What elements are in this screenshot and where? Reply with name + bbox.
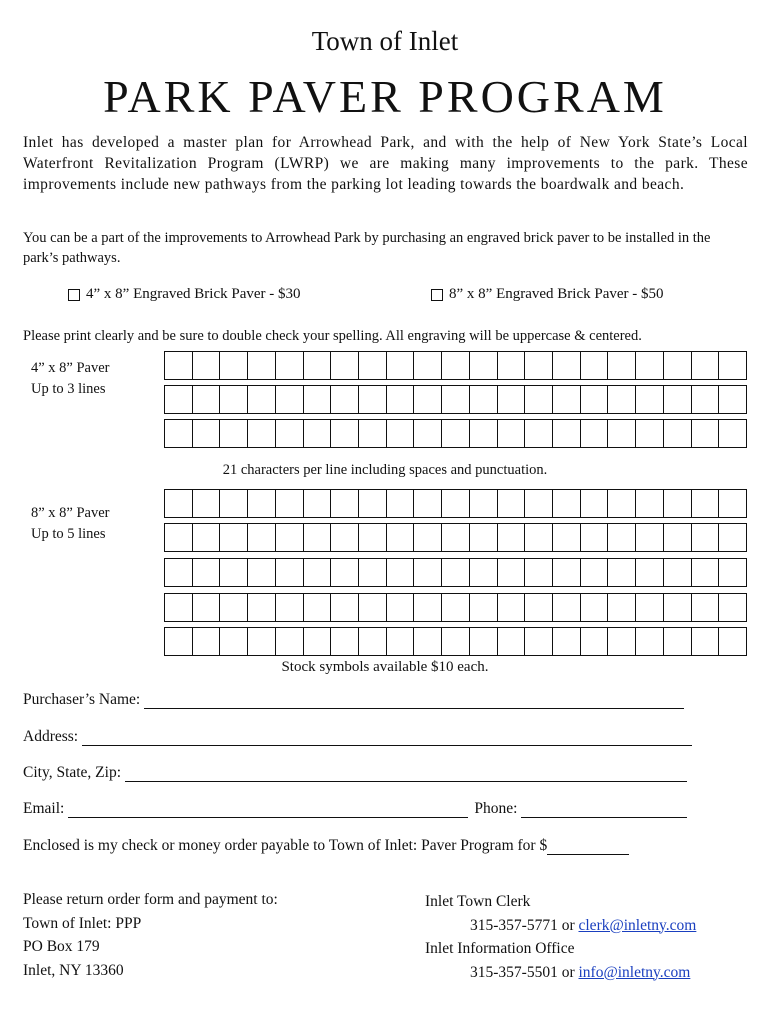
character-box[interactable] bbox=[664, 490, 692, 518]
town-name: Town of Inlet bbox=[311, 26, 459, 56]
character-box[interactable] bbox=[248, 490, 276, 518]
character-box[interactable] bbox=[664, 594, 692, 622]
character-box[interactable] bbox=[719, 352, 747, 380]
return-address bbox=[23, 888, 278, 982]
character-box[interactable] bbox=[193, 352, 221, 380]
character-box[interactable] bbox=[276, 594, 304, 622]
character-box[interactable] bbox=[248, 420, 276, 448]
character-box[interactable] bbox=[331, 524, 359, 552]
character-box[interactable] bbox=[304, 559, 332, 587]
character-box[interactable] bbox=[553, 386, 581, 414]
participation-paragraph: You can be a part of the improvements to Arrowhead Park by purchasing an engraved brick paver to be installed in the park’s pathways. bbox=[23, 230, 711, 266]
character-box[interactable] bbox=[553, 594, 581, 622]
purchaser-name-field[interactable] bbox=[23, 691, 684, 709]
character-box[interactable] bbox=[248, 559, 276, 587]
payment-amount-field[interactable] bbox=[23, 837, 629, 855]
character-box[interactable] bbox=[359, 594, 387, 622]
phone-label: Phone: bbox=[474, 800, 518, 817]
character-box[interactable] bbox=[276, 559, 304, 587]
character-box[interactable] bbox=[165, 352, 193, 380]
character-box[interactable] bbox=[248, 352, 276, 380]
character-box[interactable] bbox=[608, 524, 636, 552]
info-phone: 315-357-5501 or bbox=[470, 963, 579, 981]
character-box[interactable] bbox=[220, 386, 248, 414]
character-box[interactable] bbox=[608, 352, 636, 380]
character-box[interactable] bbox=[498, 524, 526, 552]
engraving-grid-row[interactable] bbox=[164, 489, 747, 518]
engraving-grid-row[interactable] bbox=[164, 593, 747, 622]
character-box[interactable] bbox=[276, 524, 304, 552]
city-state-zip-label: City, State, Zip: bbox=[23, 764, 122, 781]
paver-large-label bbox=[31, 503, 110, 545]
character-box[interactable] bbox=[581, 628, 609, 656]
paver-large-lines: Up to 5 lines bbox=[31, 526, 106, 542]
option-4x8[interactable] bbox=[68, 286, 301, 303]
character-box[interactable] bbox=[581, 490, 609, 518]
character-box[interactable] bbox=[608, 594, 636, 622]
character-box[interactable] bbox=[581, 524, 609, 552]
clerk-phone: 315-357-5771 or bbox=[470, 916, 579, 934]
character-box[interactable] bbox=[636, 594, 664, 622]
option-4x8-checkbox[interactable] bbox=[68, 289, 80, 301]
character-box[interactable] bbox=[359, 559, 387, 587]
character-box[interactable] bbox=[442, 352, 470, 380]
character-box[interactable] bbox=[387, 420, 415, 448]
character-box[interactable] bbox=[220, 352, 248, 380]
character-box[interactable] bbox=[525, 386, 553, 414]
character-box[interactable] bbox=[165, 490, 193, 518]
option-8x8-checkbox[interactable] bbox=[431, 289, 443, 301]
character-box[interactable] bbox=[553, 559, 581, 587]
character-box[interactable] bbox=[331, 628, 359, 656]
character-box[interactable] bbox=[248, 628, 276, 656]
character-box[interactable] bbox=[470, 559, 498, 587]
page-title: PARK PAVER PROGRAM bbox=[103, 71, 667, 122]
character-box[interactable] bbox=[470, 352, 498, 380]
character-box[interactable] bbox=[331, 559, 359, 587]
character-box[interactable] bbox=[304, 628, 332, 656]
character-box[interactable] bbox=[442, 559, 470, 587]
character-box[interactable] bbox=[442, 524, 470, 552]
character-box[interactable] bbox=[193, 559, 221, 587]
character-box[interactable] bbox=[220, 490, 248, 518]
character-box[interactable] bbox=[248, 524, 276, 552]
engraving-grid-row[interactable] bbox=[164, 627, 747, 656]
character-box[interactable] bbox=[664, 386, 692, 414]
character-box[interactable] bbox=[664, 559, 692, 587]
character-box[interactable] bbox=[414, 524, 442, 552]
character-box[interactable] bbox=[498, 386, 526, 414]
paver-small-size: 4” x 8” Paver bbox=[31, 360, 110, 376]
character-box[interactable] bbox=[470, 524, 498, 552]
purchaser-name-label: Purchaser’s Name: bbox=[23, 691, 141, 708]
character-box[interactable] bbox=[276, 628, 304, 656]
character-box[interactable] bbox=[414, 352, 442, 380]
character-box[interactable] bbox=[165, 524, 193, 552]
character-box[interactable] bbox=[498, 490, 526, 518]
character-box[interactable] bbox=[442, 594, 470, 622]
character-box[interactable] bbox=[525, 352, 553, 380]
character-box[interactable] bbox=[553, 524, 581, 552]
address-field[interactable] bbox=[23, 728, 692, 746]
engraving-grid-row[interactable] bbox=[164, 558, 747, 587]
character-box[interactable] bbox=[276, 352, 304, 380]
character-box[interactable] bbox=[498, 420, 526, 448]
character-box[interactable] bbox=[470, 490, 498, 518]
character-box[interactable] bbox=[470, 628, 498, 656]
return-line-1: Town of Inlet: PPP bbox=[23, 914, 142, 932]
character-box[interactable] bbox=[165, 628, 193, 656]
email-phone-field[interactable] bbox=[23, 800, 687, 818]
info-contact bbox=[425, 961, 696, 985]
character-box[interactable] bbox=[525, 524, 553, 552]
email-line[interactable] bbox=[68, 803, 468, 818]
character-box[interactable] bbox=[664, 420, 692, 448]
symbols-note: Stock symbols available $10 each. bbox=[281, 659, 489, 675]
address-label: Address: bbox=[23, 728, 79, 745]
character-box[interactable] bbox=[165, 594, 193, 622]
payment-amount-line[interactable] bbox=[547, 840, 629, 855]
engraving-grid-row[interactable] bbox=[164, 385, 747, 414]
character-box[interactable] bbox=[525, 490, 553, 518]
character-box[interactable] bbox=[304, 524, 332, 552]
character-box[interactable] bbox=[414, 594, 442, 622]
character-box[interactable] bbox=[359, 490, 387, 518]
character-box[interactable] bbox=[553, 420, 581, 448]
character-box[interactable] bbox=[719, 524, 747, 552]
character-box[interactable] bbox=[608, 559, 636, 587]
character-box[interactable] bbox=[220, 628, 248, 656]
character-box[interactable] bbox=[387, 352, 415, 380]
character-box[interactable] bbox=[498, 628, 526, 656]
character-box[interactable] bbox=[692, 594, 720, 622]
character-box[interactable] bbox=[664, 628, 692, 656]
character-box[interactable] bbox=[719, 628, 747, 656]
character-box[interactable] bbox=[719, 490, 747, 518]
character-box[interactable] bbox=[525, 559, 553, 587]
character-box[interactable] bbox=[470, 386, 498, 414]
character-box[interactable] bbox=[193, 594, 221, 622]
character-box[interactable] bbox=[525, 420, 553, 448]
character-box[interactable] bbox=[442, 628, 470, 656]
character-box[interactable] bbox=[414, 386, 442, 414]
return-line-2: PO Box 179 bbox=[23, 938, 100, 955]
return-heading: Please return order form and payment to: bbox=[23, 891, 278, 908]
character-box[interactable] bbox=[692, 524, 720, 552]
character-box[interactable] bbox=[581, 420, 609, 448]
character-box[interactable] bbox=[498, 352, 526, 380]
character-box[interactable] bbox=[608, 628, 636, 656]
character-box[interactable] bbox=[442, 386, 470, 414]
character-box[interactable] bbox=[414, 628, 442, 656]
character-box[interactable] bbox=[193, 490, 221, 518]
character-box[interactable] bbox=[498, 559, 526, 587]
character-box[interactable] bbox=[692, 352, 720, 380]
engraving-grid-row[interactable] bbox=[164, 351, 747, 380]
character-box[interactable] bbox=[581, 559, 609, 587]
character-box[interactable] bbox=[331, 490, 359, 518]
character-box[interactable] bbox=[165, 559, 193, 587]
clerk-contact bbox=[425, 914, 696, 938]
character-box[interactable] bbox=[692, 386, 720, 414]
character-box[interactable] bbox=[692, 559, 720, 587]
option-8x8[interactable] bbox=[431, 286, 664, 303]
info-email-link[interactable]: info@inletny.com bbox=[578, 963, 691, 981]
character-box[interactable] bbox=[553, 352, 581, 380]
character-box[interactable] bbox=[304, 420, 332, 448]
character-box[interactable] bbox=[220, 594, 248, 622]
character-box[interactable] bbox=[636, 352, 664, 380]
payment-amount-label: Enclosed is my check or money order payable to Town of Inlet: Paver Program for $ bbox=[23, 837, 548, 854]
character-box[interactable] bbox=[387, 490, 415, 518]
character-box[interactable] bbox=[414, 490, 442, 518]
character-box[interactable] bbox=[276, 386, 304, 414]
character-box[interactable] bbox=[719, 594, 747, 622]
character-box[interactable] bbox=[304, 594, 332, 622]
engraving-grid-row[interactable] bbox=[164, 419, 747, 448]
character-box[interactable] bbox=[414, 559, 442, 587]
character-box[interactable] bbox=[664, 524, 692, 552]
character-box[interactable] bbox=[581, 386, 609, 414]
character-box[interactable] bbox=[553, 628, 581, 656]
character-box[interactable] bbox=[387, 594, 415, 622]
clerk-email-link[interactable]: clerk@inletny.com bbox=[578, 916, 697, 934]
character-box[interactable] bbox=[692, 420, 720, 448]
address-line[interactable] bbox=[82, 731, 692, 746]
character-box[interactable] bbox=[470, 420, 498, 448]
character-box[interactable] bbox=[719, 420, 747, 448]
character-box[interactable] bbox=[193, 628, 221, 656]
character-box[interactable] bbox=[304, 490, 332, 518]
print-note: Please print clearly and be sure to double check your spelling. All engraving will be uppercase & centered. bbox=[23, 328, 642, 344]
character-box[interactable] bbox=[220, 559, 248, 587]
character-box[interactable] bbox=[193, 420, 221, 448]
character-box[interactable] bbox=[276, 490, 304, 518]
character-box[interactable] bbox=[498, 594, 526, 622]
character-box[interactable] bbox=[608, 420, 636, 448]
character-box[interactable] bbox=[248, 386, 276, 414]
purchaser-name-line[interactable] bbox=[144, 694, 684, 709]
character-box[interactable] bbox=[553, 490, 581, 518]
character-box[interactable] bbox=[442, 490, 470, 518]
character-box[interactable] bbox=[193, 524, 221, 552]
character-box[interactable] bbox=[608, 490, 636, 518]
character-box[interactable] bbox=[719, 386, 747, 414]
character-box[interactable] bbox=[220, 524, 248, 552]
character-box[interactable] bbox=[359, 420, 387, 448]
contacts-block bbox=[425, 890, 696, 984]
character-box[interactable] bbox=[359, 628, 387, 656]
paver-small-lines: Up to 3 lines bbox=[31, 381, 106, 397]
character-box[interactable] bbox=[470, 594, 498, 622]
character-box[interactable] bbox=[525, 628, 553, 656]
character-box[interactable] bbox=[581, 352, 609, 380]
character-box[interactable] bbox=[636, 628, 664, 656]
character-box[interactable] bbox=[692, 490, 720, 518]
character-box[interactable] bbox=[636, 559, 664, 587]
character-box[interactable] bbox=[636, 524, 664, 552]
paver-small-label bbox=[31, 358, 110, 400]
character-box[interactable] bbox=[304, 386, 332, 414]
character-box[interactable] bbox=[387, 524, 415, 552]
character-box[interactable] bbox=[442, 420, 470, 448]
return-line-3: Inlet, NY 13360 bbox=[23, 961, 124, 979]
engraving-grid-row[interactable] bbox=[164, 523, 747, 552]
character-box[interactable] bbox=[636, 420, 664, 448]
character-box[interactable] bbox=[248, 594, 276, 622]
option-4x8-label: 4” x 8” Engraved Brick Paver - $30 bbox=[86, 286, 301, 302]
character-box[interactable] bbox=[664, 352, 692, 380]
info-title: Inlet Information Office bbox=[425, 940, 575, 957]
character-box[interactable] bbox=[719, 559, 747, 587]
character-box[interactable] bbox=[165, 420, 193, 448]
character-box[interactable] bbox=[331, 386, 359, 414]
character-box[interactable] bbox=[276, 420, 304, 448]
option-8x8-label: 8” x 8” Engraved Brick Paver - $50 bbox=[449, 286, 664, 302]
character-box[interactable] bbox=[359, 524, 387, 552]
character-box[interactable] bbox=[387, 628, 415, 656]
character-box[interactable] bbox=[359, 386, 387, 414]
character-box[interactable] bbox=[331, 420, 359, 448]
character-box[interactable] bbox=[608, 386, 636, 414]
character-box[interactable] bbox=[304, 352, 332, 380]
clerk-title: Inlet Town Clerk bbox=[425, 893, 531, 910]
paver-large-size: 8” x 8” Paver bbox=[31, 505, 110, 521]
character-box[interactable] bbox=[193, 386, 221, 414]
phone-line[interactable] bbox=[521, 803, 687, 818]
character-box[interactable] bbox=[359, 352, 387, 380]
character-box[interactable] bbox=[331, 594, 359, 622]
intro-paragraph: Inlet has developed a master plan for Arrowhead Park, and with the help of New York State’s Local Waterfront Revitalization Program (LWRP) we are making many improvements to the park. These improvements include new pathways from the parking lot leading towards the boardwalk and beach. bbox=[23, 134, 748, 193]
email-label: Email: bbox=[23, 800, 65, 817]
city-state-zip-line[interactable] bbox=[125, 767, 687, 782]
city-state-zip-field[interactable] bbox=[23, 764, 687, 782]
character-box[interactable] bbox=[692, 628, 720, 656]
character-box[interactable] bbox=[165, 386, 193, 414]
character-box[interactable] bbox=[636, 490, 664, 518]
character-box[interactable] bbox=[636, 386, 664, 414]
character-box[interactable] bbox=[220, 420, 248, 448]
character-box[interactable] bbox=[581, 594, 609, 622]
chars-note: 21 characters per line including spaces and punctuation. bbox=[222, 462, 548, 478]
character-box[interactable] bbox=[387, 559, 415, 587]
character-box[interactable] bbox=[387, 386, 415, 414]
character-box[interactable] bbox=[414, 420, 442, 448]
character-box[interactable] bbox=[525, 594, 553, 622]
character-box[interactable] bbox=[331, 352, 359, 380]
